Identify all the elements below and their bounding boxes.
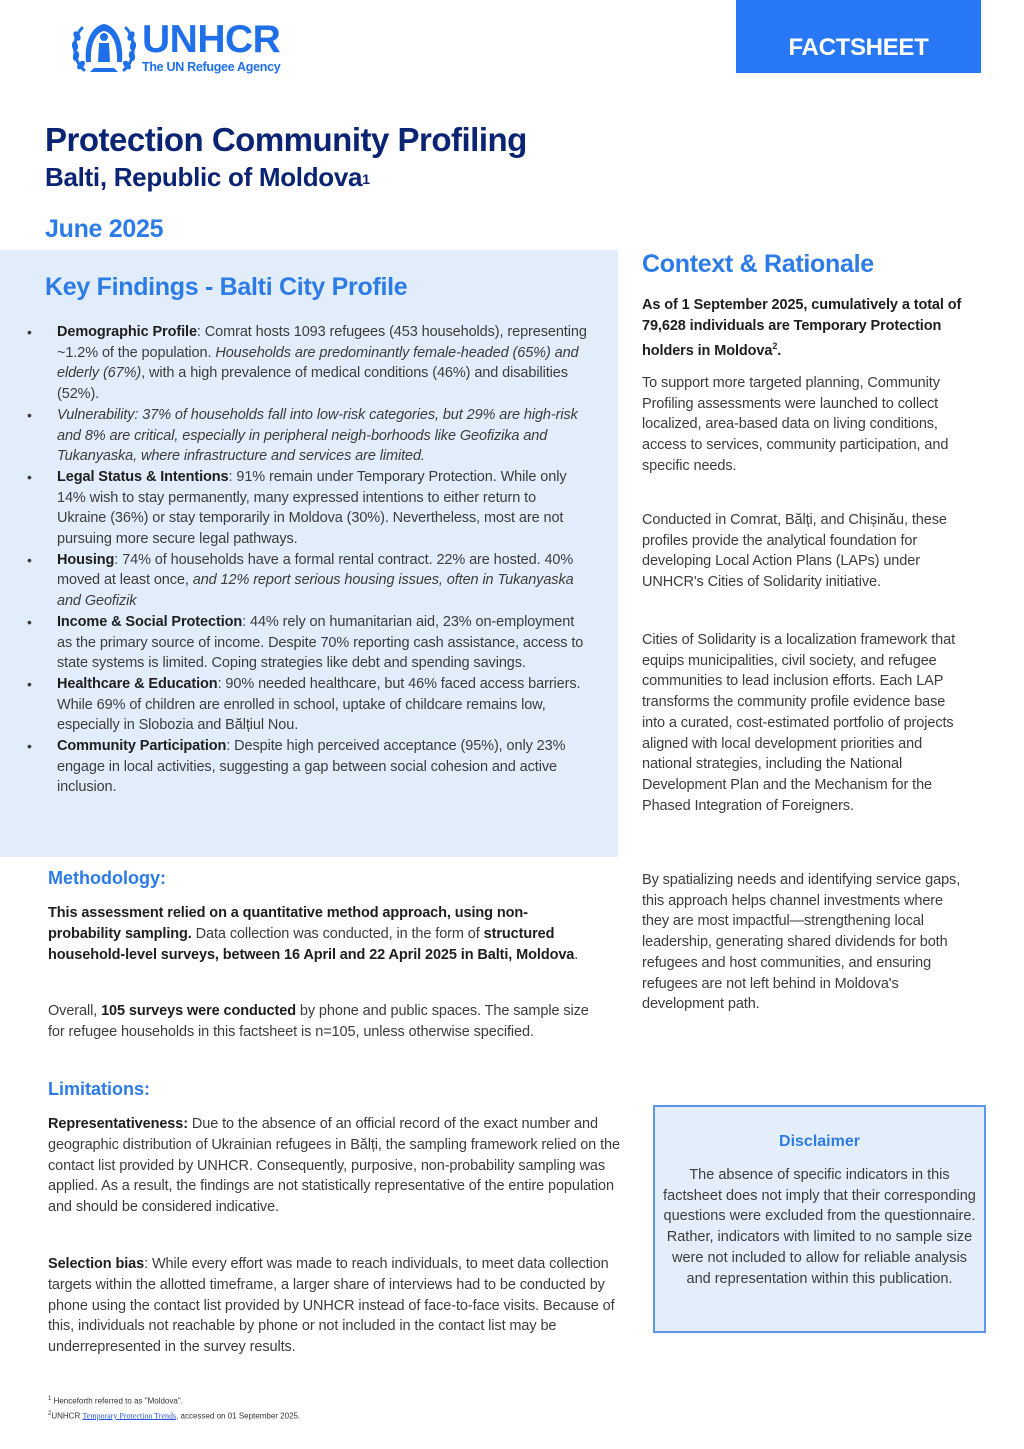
context-paragraph-3: Conducted in Comrat, Bălți, and Chișinău, these profiles provide the analytical foundation for developing Local Action Plans (LAPs) under UNHCR's Cities of Solidarity initiative. — [642, 512, 947, 591]
location-text: Balti, Republic of Moldova — [45, 162, 363, 192]
bullet-icon: • — [27, 468, 32, 485]
finding-text-italic: and 12% report serious housing issues, often in Tukanyaska and Geofizik — [57, 572, 574, 610]
factsheet-banner — [736, 0, 981, 73]
footnote-text: , accessed on 01 September 2025. — [176, 1411, 301, 1421]
methodology-bold-text: 105 surveys were conducted — [101, 1003, 296, 1019]
limitations-selection-bias — [48, 1254, 643, 1358]
finding-label: Healthcare & Education — [57, 675, 218, 692]
footnote-number: 1 — [48, 1396, 52, 1402]
methodology-bold-text: This assessment relied on a quantitative method approach, using non-probability sampling. — [48, 905, 528, 942]
methodology-text: . — [574, 946, 579, 963]
context-heading: Context & Rationale — [642, 250, 874, 278]
limitations-heading: Limitations: — [48, 1079, 150, 1099]
bullet-icon: • — [27, 738, 32, 755]
finding-item-housing — [27, 550, 587, 612]
finding-item-demographic — [27, 322, 587, 405]
logo-wordmark: UNHCR — [142, 18, 281, 61]
methodology-text: by phone and public spaces. The sample size for refugee households in this factsheet is n=105, unless otherwise specified. — [48, 1003, 589, 1040]
context-text: . — [777, 343, 782, 360]
context-paragraph-4: Cities of Solidarity is a localization framework that equips municipalities, civil society, and refugee communities to lead inclusion efforts. Each LAP transforms the community profile evidence base into a curated, cost-estimated portfolio of projects aligned with local development priorities and national strategies, including the National Development Plan and the Mechanism for the Phased Integration of Foreigners. — [642, 632, 956, 814]
footnote-number: 2 — [48, 1410, 52, 1417]
bullet-icon: • — [27, 324, 32, 340]
methodology-paragraph-2 — [48, 1001, 593, 1043]
bullet-icon: • — [27, 675, 32, 692]
finding-item-community — [27, 736, 587, 798]
key-findings-title: Key Findings - Balti City Profile — [45, 273, 408, 301]
publication-date: June 2025 — [45, 215, 164, 243]
unhcr-logo — [70, 20, 305, 78]
finding-text: : 74% of households have a formal rental contract. 22% are hosted. 40% moved at least once, — [57, 551, 574, 589]
footnotes — [48, 1393, 300, 1422]
bullet-icon: • — [27, 551, 32, 568]
methodology-heading: Methodology: — [48, 868, 166, 888]
finding-label: Community Participation — [57, 738, 227, 755]
finding-item-healthcare — [27, 674, 587, 736]
methodology-text: Overall, — [48, 1003, 102, 1019]
finding-text: : 91% remain under Temporary Protection. While only 14% wish to stay permanently, many expressed intentions to either return to Ukraine (36%) or stay temporarily in Moldova (30%). Nevertheless, most are not pursuing more secure legal pathways. — [57, 468, 567, 548]
location-subtitle — [45, 160, 527, 194]
finding-text: , with a high prevalence of medical conditions (46%) and disabilities (52%). — [57, 365, 568, 403]
key-findings-list — [27, 322, 587, 798]
unhcr-emblem-icon — [70, 20, 138, 76]
context-paragraph-5: By spatializing needs and identifying service gaps, this approach helps channel investments where they are most impactful—strengthening local leadership, generating shared dividends for both refugees and host communities, and ensuring refugees are not left behind in Moldova's development path. — [642, 872, 961, 1013]
context-paragraph-2: To support more targeted planning, Community Profiling assessments were launched to collect localized, area-based data on living conditions, access to services, community participation, and specific needs. — [642, 375, 949, 474]
logo-tagline: The UN Refugee Agency — [142, 60, 281, 74]
finding-text-italic: Households are predominantly female-headed (65%) and elderly (67%) — [57, 344, 579, 382]
finding-label: Demographic Profile — [57, 324, 197, 340]
footnote-2 — [48, 1408, 300, 1423]
limitations-representativeness — [48, 1114, 623, 1218]
finding-item-vulnerability — [27, 405, 587, 467]
limitation-text: Due to the absence of an official record of the exact number and geographic distribution of Ukrainian refugees in Bălți, the sampling framework relied on the contact list provided by UNHCR. Consequently, purposive, non-probability sampling was applied. As a result, the findings are not statistically representative of the entire population and should be considered indicative. — [48, 1116, 620, 1216]
title-block — [45, 120, 527, 194]
context-text: As of 1 September 2025, cumulatively a total of 79,628 individuals are Temporary Protection holders in Moldova — [642, 297, 962, 360]
limitation-label: Selection bias — [48, 1256, 145, 1272]
finding-text: : 44% rely on humanitarian aid, 23% on-employment as the primary source of income. Despite 70% reporting cash assistance, access to state systems is limited. Coping strategies like debt and spending savings. — [57, 613, 584, 672]
finding-text-italic: Vulnerability: 37% of households fall into low-risk categories, but 29% are high-risk and 8% are critical, especially in peripheral neigh-borhoods like Geofizika and Tukanyaska, where infrastructure and services are limited. — [57, 406, 578, 465]
finding-text: : 90% needed healthcare, but 46% faced access barriers. While 69% of children are enrolled in school, uptake of childcare remains low, especially in Slobozia and Bălțiul Nou. — [57, 675, 581, 734]
page-title: Protection Community Profiling — [45, 121, 527, 158]
finding-label: Housing — [57, 551, 115, 568]
footnote-text: UNHCR — [51, 1411, 83, 1421]
disclaimer-title: Disclaimer — [779, 1133, 860, 1150]
finding-item-income — [27, 612, 587, 674]
disclaimer-box — [653, 1105, 986, 1333]
finding-text: : Despite high perceived acceptance (95%), only 23% engage in local activities, suggesting a gap between social cohesion and active inclusion. — [57, 738, 566, 796]
bullet-icon: • — [27, 613, 32, 630]
methodology-paragraph-1 — [48, 903, 593, 965]
methodology-text: Data collection was conducted, in the form of — [191, 925, 484, 942]
methodology-bold-text: structured household-level surveys, between 16 April and 22 April 2025 in Balti, Moldova — [48, 925, 575, 963]
finding-item-legal-status — [27, 467, 587, 550]
disclaimer-body: The absence of specific indicators in this factsheet does not imply that their corresponding questions were excluded from the questionnaire. Rather, indicators with limited to no sample size were not included to allow for reliable analysis and representation within this publication. — [663, 1167, 976, 1287]
finding-text: : Comrat hosts 1093 refugees (453 households), representing ~1.2% of the population. — [57, 324, 587, 361]
footnote-text: Henceforth referred to as "Moldova". — [53, 1396, 183, 1406]
finding-label: Legal Status & Intentions — [57, 468, 229, 485]
footnote-1 — [48, 1393, 300, 1408]
footnote-ref-1[interactable]: 1 — [362, 171, 370, 187]
limitation-label: Representativeness: — [48, 1116, 188, 1132]
limitation-text: : While every effort was made to reach individuals, to meet data collection targets within the allotted timeframe, a larger share of interviews had to be conducted by phone using the contact list provided by UNHCR instead of face-to-face visits. Because of this, individuals not reachable by phone or not included in the contact list may be underrepresented in the survey results. — [48, 1256, 615, 1356]
factsheet-label: FACTSHEET — [788, 34, 929, 61]
footnote-ref-2[interactable]: 2 — [772, 341, 778, 352]
finding-label: Income & Social Protection — [57, 613, 243, 630]
bullet-icon: • — [27, 406, 32, 423]
temporary-protection-trends-link[interactable]: Temporary Protection Trends — [82, 1411, 177, 1421]
context-paragraph-1 — [642, 295, 967, 362]
